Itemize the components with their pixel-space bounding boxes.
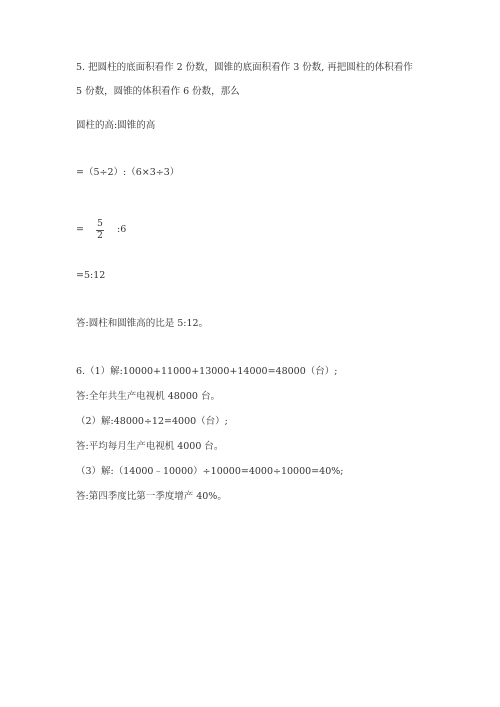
q5-line1: 5. 把圆柱的底面积看作 2 份数，圆锥的底面积看作 3 份数, 再把圆柱的体积看作	[76, 62, 413, 73]
q5-step2-suffix: :6	[117, 224, 127, 235]
q5-step3: =5:12	[76, 270, 106, 281]
q5-step2-prefix: =	[76, 224, 84, 235]
q6-answer2: 答:平均每月生产电视机 4000 台。	[76, 441, 224, 452]
fraction-denominator: 2	[97, 231, 103, 241]
q6-part1: 6.（1）解:10000+11000+13000+14000=48000（台）;	[76, 366, 338, 377]
q6-answer1: 答:全年共生产电视机 48000 台。	[76, 391, 220, 402]
q6-answer3: 答:第四季度比第一季度增产 40%。	[76, 491, 227, 502]
q5-ratio-label: 圆柱的高:圆锥的高	[76, 120, 156, 131]
q5-step1: =（5÷2）:（6×3÷3）	[76, 167, 180, 178]
q6-part2: （2）解:48000÷12=4000（台）;	[76, 416, 228, 427]
q5-fraction	[96, 219, 104, 242]
q5-line2: 5 份数，圆锥的体积看作 6 份数，那么	[76, 86, 240, 97]
q5-answer: 答:圆柱和圆锥高的比是 5:12。	[76, 318, 209, 329]
fraction-numerator: 5	[97, 219, 103, 229]
q6-part3: （3）解:（14000﹣10000）÷10000=4000÷10000=40%;	[76, 466, 344, 477]
